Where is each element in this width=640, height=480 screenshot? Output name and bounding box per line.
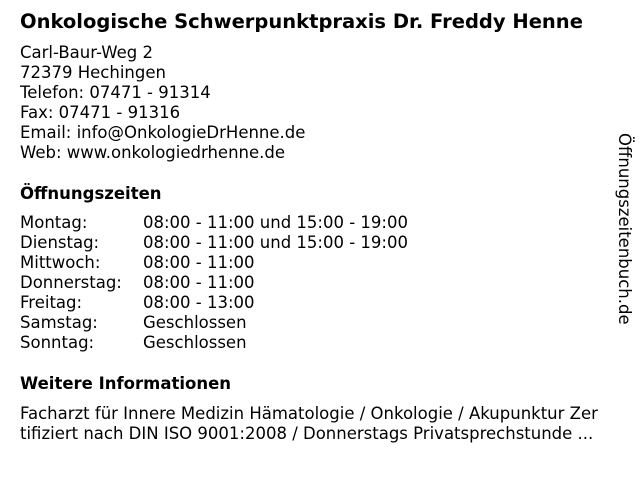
hours-day: Donnerstag: (20, 273, 122, 292)
hours-day: Sonntag: (20, 333, 95, 352)
hours-time: Geschlossen (143, 313, 247, 332)
hours-day: Montag: (20, 213, 88, 232)
info-line: tifiziert nach DIN ISO 9001:2008 / Donnerstags Privatsprechstunde ... (20, 424, 594, 443)
hours-time: 08:00 - 11:00 (143, 253, 255, 272)
opening-hours-heading: Öffnungszeiten (20, 184, 162, 203)
email-address: Email: info@OnkologieDrHenne.de (20, 123, 306, 142)
phone-number: Telefon: 07471 - 91314 (20, 83, 211, 102)
further-info-heading: Weitere Informationen (20, 374, 232, 393)
hours-day: Dienstag: (20, 233, 100, 252)
fax-number: Fax: 07471 - 91316 (20, 103, 181, 122)
practice-title: Onkologische Schwerpunktpraxis Dr. Freddy Henne (20, 10, 583, 33)
site-watermark: Öffnungszeitenbuch.de (615, 133, 634, 325)
hours-time: 08:00 - 11:00 und 15:00 - 19:00 (143, 233, 408, 252)
address-block (20, 43, 305, 163)
address-city: 72379 Hechingen (20, 63, 166, 82)
hours-day: Mittwoch: (20, 253, 101, 272)
hours-time: 08:00 - 11:00 (143, 273, 255, 292)
address-street: Carl-Baur-Weg 2 (20, 43, 153, 62)
hours-time: 08:00 - 13:00 (143, 293, 255, 312)
hours-time: Geschlossen (143, 333, 247, 352)
hours-day: Samstag: (20, 313, 98, 332)
website-address: Web: www.onkologiedrhenne.de (20, 143, 286, 162)
hours-day: Freitag: (20, 293, 83, 312)
info-line: Facharzt für Innere Medizin Hämatologie / Onkologie / Akupunktur Zer (20, 404, 598, 423)
further-info-text (20, 404, 632, 444)
hours-time: 08:00 - 11:00 und 15:00 - 19:00 (143, 213, 408, 232)
